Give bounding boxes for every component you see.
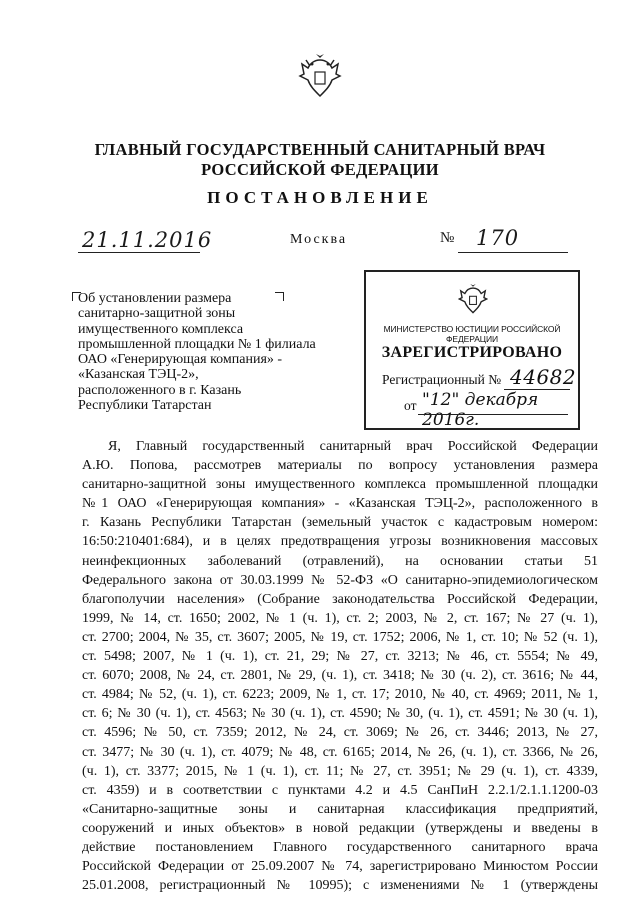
body-line: ст. 6; № 30 (ч. 1), ст. 4563; № 30 (ч. 1), ст. 4590; № 30, (ч. 1), ст. 4591; № 30 (ч. 1),	[82, 706, 598, 722]
body-line: 25.01.2008, регистрационный № 10995); с изменениями № 1 (утверждены	[82, 878, 598, 894]
registration-stamp	[364, 270, 580, 430]
body-line: сооружений и иных объектов» в новой редакции (утверждены и введены в	[82, 820, 598, 836]
issuer-title-line2: РОССИЙСКОЙ ФЕДЕРАЦИИ	[201, 160, 439, 179]
stamp-from-label: от	[404, 398, 417, 413]
subject-line: Республики Татарстан	[78, 398, 212, 414]
body-paragraph	[82, 437, 598, 895]
body-line: 1999, № 14, ст. 1650; 2002, № 1 (ч. 1), ст. 2; 2003, № 2, ст. 167; № 27 (ч. 1),	[82, 610, 598, 626]
number-label: №	[440, 230, 455, 246]
stamp-reg-number: 44682	[510, 365, 577, 389]
body-line: ст. 4984; № 52, (ч. 1), ст. 6223; 2009, № 1, ст. 17; 2010, № 40, ст. 4969; 2011, № 1,	[82, 687, 598, 703]
body-line: ст. 2700; 2004, № 35, ст. 3607; 2005, № 19, ст. 1752; 2006, № 1, ст. 10; № 52 (ч. 1),	[82, 629, 598, 645]
stamp-ministry: МИНИСТЕРСТВО ЮСТИЦИИ РОССИЙСКОЙ ФЕДЕРАЦИИ	[383, 324, 561, 344]
coat-of-arms-icon	[298, 52, 342, 100]
subject-line: «Казанская ТЭЦ-2»,	[78, 367, 199, 383]
stamp-reg-label: Регистрационный №	[382, 372, 502, 387]
body-line: г. Казань Республики Татарстан (земельный участок с кадастровым номером:	[82, 515, 598, 531]
body-line: Федерального закона от 30.03.1999 № 52-ФЗ «О санитарно-эпидемиологическом	[82, 572, 598, 588]
stamp-registered: ЗАРЕГИСТРИРОВАНО	[381, 344, 563, 361]
date-underline	[78, 252, 200, 253]
dateline	[0, 226, 640, 260]
issuer-title-line1: ГЛАВНЫЙ ГОСУДАРСТВЕННЫЙ САНИТАРНЫЙ ВРАЧ	[94, 140, 546, 159]
subject-line: санитарно-защитной зоны	[78, 306, 236, 322]
stamp-from-date: "12" декабря 2016г.	[422, 390, 539, 430]
body-line: санитарно-защитной зоны имущественного комплекса промышленной площадки	[82, 477, 598, 493]
handwritten-number: 170	[476, 226, 520, 250]
subject-line: расположенного в г. Казань	[78, 382, 242, 398]
body-line: ст. 3477; № 30 (ч. 1), ст. 4079; № 48, ст. 6165; 2014, № 26, (ч. 1), ст. 3366, № 26,	[82, 744, 598, 760]
body-line: ст. 5498; 2007, № 1 (ч. 1), ст. 21, 29; № 27, ст. 3213; № 46, ст. 5554; № 49,	[82, 649, 598, 665]
document-type: ПОСТАНОВЛЕНИЕ	[207, 188, 433, 207]
subject-block	[78, 291, 316, 414]
body-line: действие постановлением Главного государственного санитарного врача	[82, 839, 598, 855]
handwritten-date: 21.11.2016	[82, 228, 213, 252]
body-line: Российской Федерации от 25.09.2007 № 74, зарегистрировано Минюстом России	[82, 859, 598, 875]
stamp-from-underline	[418, 414, 568, 415]
subject-line: Об установлении размера	[78, 291, 232, 306]
body-line: благополучии населения» (Собрание законодательства Российской Федерации,	[82, 591, 598, 607]
body-line: 16:50:210401:684), и в целях предотвращения угрозы возникновения массовых	[82, 534, 598, 550]
subject-line: ОАО «Генерирующая компания» -	[78, 352, 283, 368]
stamp-coat-of-arms-icon	[458, 282, 488, 316]
body-line: «Санитарно-защитные зоны и санитарная классификация предприятий,	[82, 801, 598, 817]
body-line: ст. 4596; № 50, ст. 7359; 2012, № 24, ст. 3069; № 26, ст. 3446; 2013, № 27,	[82, 725, 598, 741]
body-line: №1 ОАО «Генерирующая компания» - «Казанская ТЭЦ-2», расположенного в	[82, 496, 598, 512]
city: Москва	[290, 232, 348, 247]
subject-line: имущественного комплекса	[78, 321, 244, 337]
body-line: (ч. 1), ст. 3377; 2015, № 1 (ч. 1), ст. 11; № 27, ст. 3951; № 29 (ч. 1), ст. 4339,	[82, 763, 598, 779]
number-underline	[458, 252, 568, 253]
subject-line: промышленной площадки № 1 филиала	[78, 336, 316, 352]
body-line: ст. 6070; 2008, № 24, ст. 2801, № 29, (ч. 1), ст. 3418; № 30 (ч. 2), ст. 3616; № 44,	[82, 668, 598, 684]
body-line: А.Ю. Попова, рассмотрев материалы по вопросу установления размера	[82, 458, 598, 474]
body-line: неинфекционных заболеваний (отравлений), на основании статьи 51	[82, 553, 598, 569]
body-line: ст. 4359) и в соответствии с пунктами 4.2 и 4.5 СанПиН 2.2.1/2.1.1.1200-03	[82, 782, 598, 798]
body-line: Я, Главный государственный санитарный врач Российской Федерации	[108, 439, 598, 454]
